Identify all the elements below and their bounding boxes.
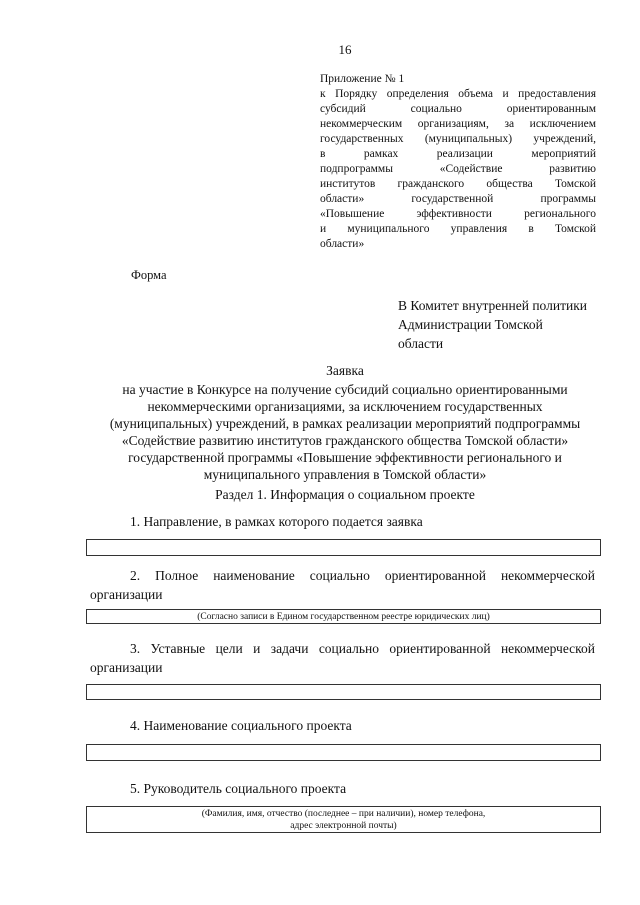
question-4-field[interactable]	[86, 744, 601, 761]
title-line: (муниципальных) учреждений, в рамках реализации мероприятий подпрограммы	[109, 416, 581, 431]
section-title: Раздел 1. Информация о социальном проекте	[215, 487, 475, 502]
appendix-header	[320, 72, 596, 252]
appendix-line: и муниципального управления в Томской	[320, 223, 596, 235]
appendix-line: к Порядку определения объема и предоставления	[320, 88, 596, 100]
question-2-field[interactable]	[86, 609, 601, 624]
title-line: «Содействие развитию институтов гражданского общества Томской области»	[121, 433, 569, 448]
appendix-line: институтов гражданского общества Томской	[320, 178, 596, 190]
title-line: некоммерческими организациями, за исключением государственных	[147, 399, 543, 414]
application-title	[90, 362, 600, 483]
appendix-line: области»	[320, 238, 365, 250]
appendix-line: области» государственной программы	[320, 193, 596, 205]
question-2-label: 2. Полное наименование социально ориентированной некоммерческой организации	[90, 568, 595, 602]
appendix-line: «Повышение эффективности регионального	[320, 208, 596, 220]
title-heading: Заявка	[326, 363, 364, 378]
question-5-field[interactable]	[86, 806, 601, 833]
appendix-line: в рамках реализации мероприятий	[320, 148, 596, 160]
question-5-label: 5. Руководитель социального проекта	[130, 781, 347, 796]
recipient-line: области	[398, 336, 444, 351]
question-2-hint: (Согласно записи в Едином государственном реестре юридических лиц)	[197, 612, 490, 622]
question-1-field[interactable]	[86, 539, 601, 556]
question-3-label: 3. Уставные цели и задачи социально ориентированной некоммерческой организации	[90, 641, 595, 675]
appendix-line: Приложение № 1	[320, 73, 405, 85]
recipient-line: Администрации Томской	[398, 317, 543, 332]
title-line: муниципального управления в Томской области»	[203, 467, 487, 482]
title-line: государственной программы «Повышение эффективности регионального и	[128, 450, 562, 465]
appendix-line: некоммерческим организациям, за исключением	[320, 118, 596, 130]
question-5-hint-line2: адрес электронной почты)	[290, 821, 397, 831]
appendix-line: подпрограммы «Содействие развитию	[320, 163, 596, 175]
form-label: Форма	[131, 268, 167, 282]
recipient-block	[398, 296, 608, 353]
title-line: на участие в Конкурсе на получение субсидий социально ориентированными	[122, 382, 568, 397]
question-4-label: 4. Наименование социального проекта	[130, 718, 352, 733]
recipient-line: В Комитет внутренней политики	[398, 298, 587, 313]
appendix-line: субсидий социально ориентированным	[320, 103, 596, 115]
appendix-line: государственных (муниципальных) учреждений,	[320, 133, 596, 145]
page-number: 16	[338, 42, 352, 57]
question-3-field[interactable]	[86, 684, 601, 700]
question-1-label: 1. Направление, в рамках которого подается заявка	[130, 514, 423, 529]
question-5-hint-line1: (Фамилия, имя, отчество (последнее – при наличии), номер телефона,	[201, 809, 486, 819]
